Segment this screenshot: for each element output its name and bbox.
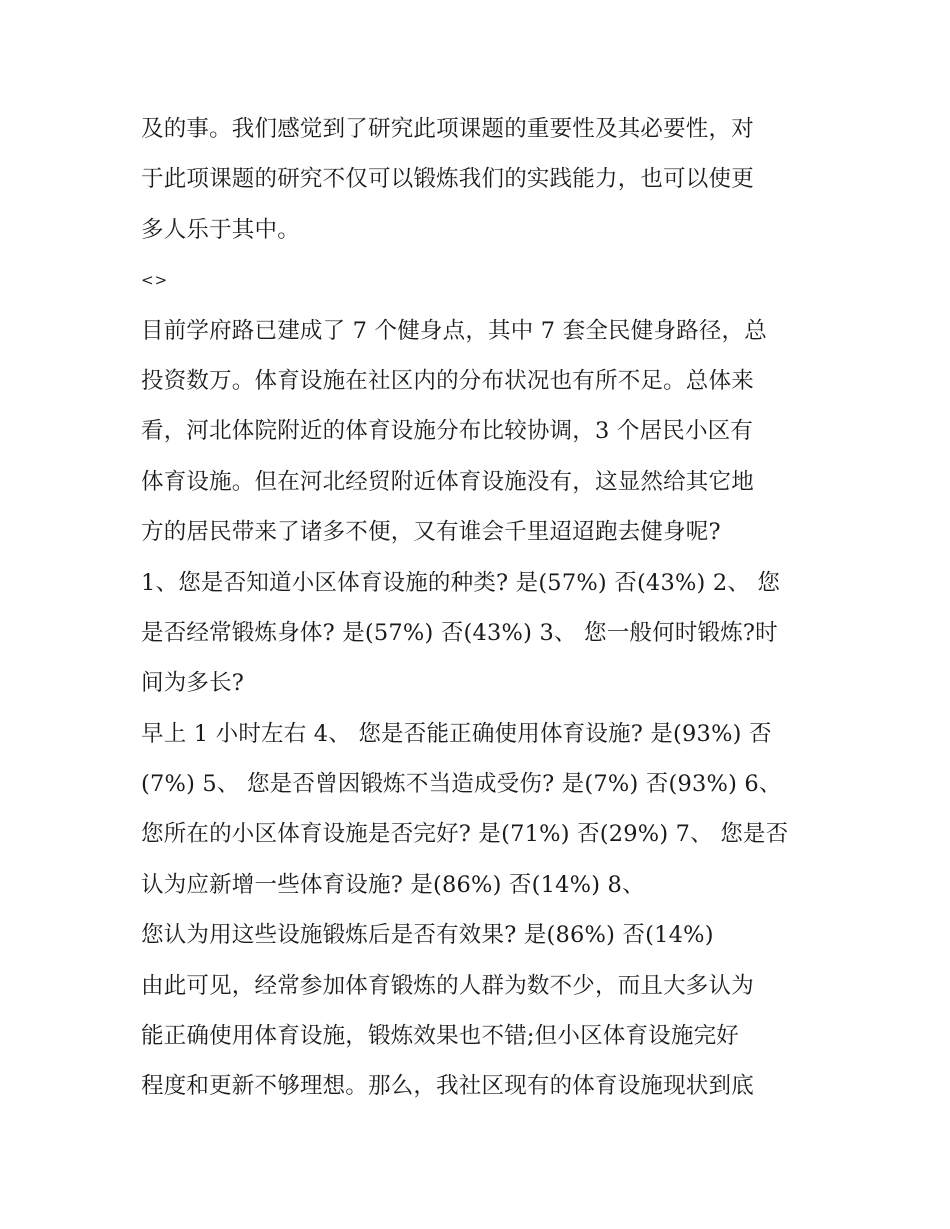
survey-line: 1、您是否知道小区体育设施的种类? 是(57%) 否(43%) 2、 您 [141,569,781,596]
survey-line: 认为应新增一些体育设施? 是(86%) 否(14%) 8、 [141,871,645,898]
text-line: 多人乐于其中。 [141,216,300,243]
survey-line: 是否经常锻炼身体? 是(57%) 否(43%) 3、 您一般何时锻炼?时 [141,619,778,646]
text-line: 看，河北体院附近的体育设施分布比较协调，3 个居民小区有 [141,418,754,445]
survey-line: 您所在的小区体育设施是否完好? 是(71%) 否(29%) 7、 您是否 [141,821,789,848]
text-line: 投资数万。体育设施在社区内的分布状况也有所不足。总体来 [141,367,754,394]
text-line: 方的居民带来了诸多不便，又有谁会千里迢迢跑去健身呢? [141,519,721,546]
body-text [141,104,831,1112]
text-line: 能正确使用体育设施，锻炼效果也不错;但小区体育设施完好 [141,1023,739,1050]
survey-line: 早上 1 小时左右 4、 您是否能正确使用体育设施? 是(93%) 否 [141,720,772,747]
text-line: 及的事。我们感觉到了研究此项课题的重要性及其必要性，对 [141,116,754,142]
survey-line: 间为多长? [141,670,245,697]
text-line: 目前学府路已建成了 7 个健身点，其中 7 套全民健身路径，总 [141,317,767,344]
survey-line: (7%) 5、 您是否曾因锻炼不当造成受伤? 是(7%) 否(93%) 6、 [141,771,782,798]
text-line: 体育设施。但在河北经贸附近体育设施没有，这显然给其它地 [141,468,754,495]
placeholder-marker: <> [141,271,169,290]
text-line: 于此项课题的研究不仅可以锻炼我们的实践能力，也可以使更 [141,166,754,193]
text-line: 程度和更新不够理想。那么，我社区现有的体育设施现状到底 [141,1073,754,1100]
survey-line: 您认为用这些设施锻炼后是否有效果? 是(86%) 否(14%) [141,922,714,949]
text-line: 由此可见，经常参加体育锻炼的人群为数不少，而且大多认为 [141,972,754,999]
